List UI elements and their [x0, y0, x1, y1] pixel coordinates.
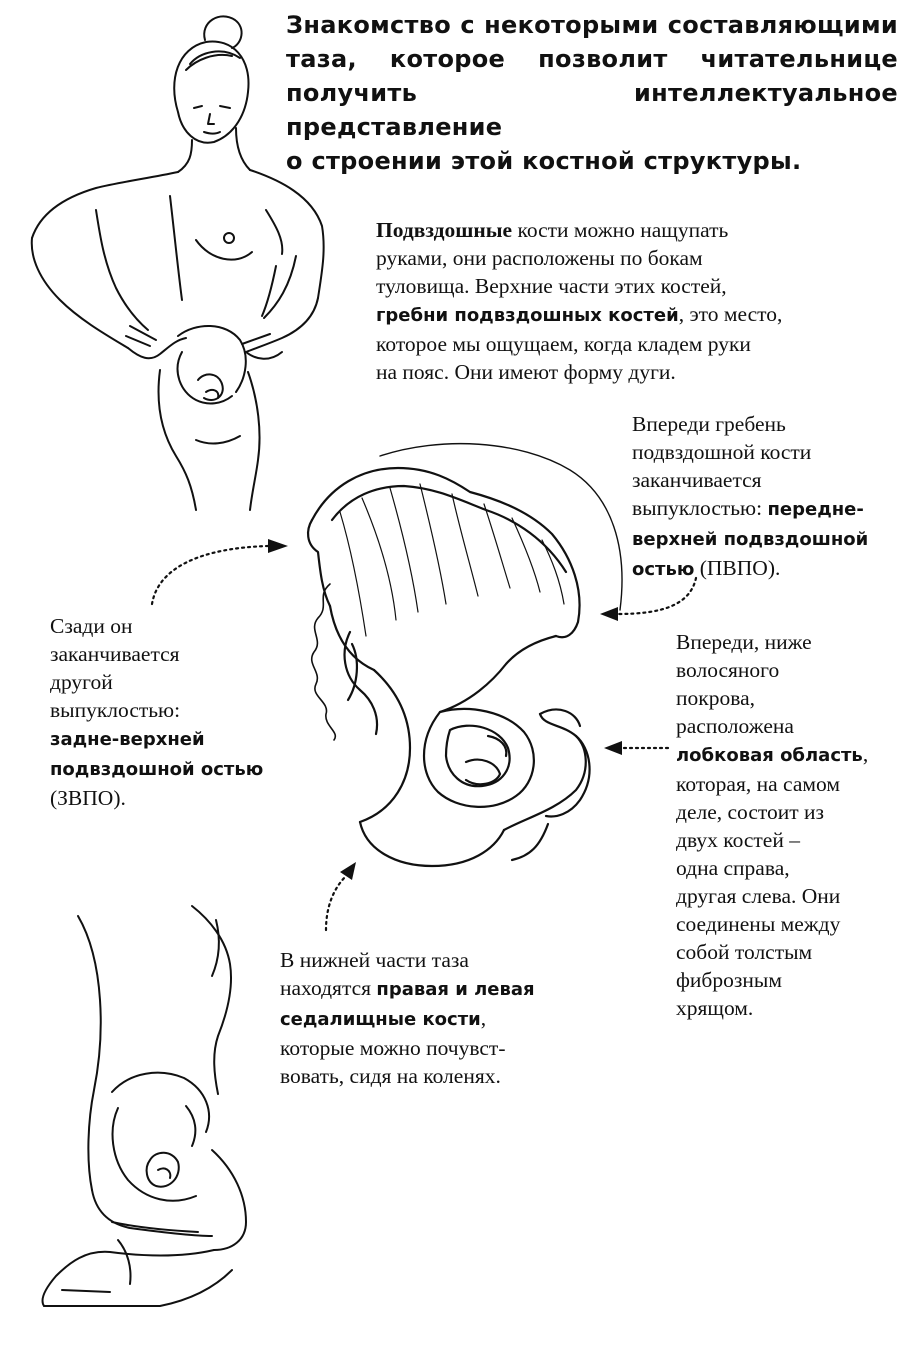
psis-abbr: (ЗВПО). — [50, 786, 126, 810]
pubic-line-6: которая, на самом — [676, 772, 840, 796]
ischial-line-1: В нижней части таза — [280, 948, 469, 972]
front-crest-line-2: подвздошной кости — [632, 440, 812, 464]
back-line-2: заканчивается — [50, 642, 180, 666]
arrow-head-asis — [600, 607, 618, 621]
asis-bold-2: верхней подвздошной — [632, 529, 869, 550]
arrow-to-psis — [152, 546, 268, 604]
iliac-line-6: на пояс. Они имеют форму дуги. — [376, 360, 676, 384]
iliac-line-5: которое мы ощущаем, когда кладем руки — [376, 332, 751, 356]
pubic-comma: , — [862, 742, 869, 766]
pubic-bold: лобковая область — [676, 745, 863, 766]
pubic-line-7: деле, состоит из — [676, 800, 825, 824]
psis-bold-1: задне-верхней — [50, 729, 205, 750]
ischial-line-5: вовать, сидя на коленях. — [280, 1064, 501, 1088]
ischial-bold-2: седалищные кости — [280, 1009, 481, 1030]
arrow-head-pubis — [604, 741, 622, 755]
asis-bold-1: передне- — [767, 499, 864, 520]
pubic-area-paragraph — [676, 628, 894, 1022]
front-crest-line-1: Впереди гребень — [632, 412, 786, 436]
front-crest-line-3: заканчивается — [632, 468, 762, 492]
ischial-line-2: находятся — [280, 976, 377, 1000]
arrow-head-ischium — [340, 862, 356, 880]
iliac-line-2: руками, они расположены по бокам — [376, 246, 703, 270]
asis-bold-3: остью — [632, 559, 695, 580]
front-crest-paragraph — [632, 410, 894, 584]
iliac-line-1: кости можно нащупать — [512, 218, 729, 242]
iliac-bones-paragraph — [376, 216, 864, 386]
pubic-line-8: двух костей – — [676, 828, 800, 852]
pubic-line-9: одна справа, — [676, 856, 790, 880]
title-line-1: Знакомство с некоторыми составляющими — [286, 11, 898, 39]
iliac-bold: Подвздошные — [376, 218, 513, 242]
back-spine-paragraph — [50, 612, 280, 812]
pubic-line-14: хрящом. — [676, 996, 754, 1020]
hip-bone-illustration — [308, 444, 622, 866]
pubic-line-10: другая слева. Они — [676, 884, 841, 908]
page-title — [286, 8, 898, 178]
psis-bold-2: подвздошной остью — [50, 759, 264, 780]
ischial-comma: , — [480, 1006, 487, 1030]
ischial-line-4: которые можно почувст- — [280, 1036, 506, 1060]
front-crest-line-4: выпуклостью: — [632, 496, 768, 520]
ischial-bold-1: правая и левая — [376, 979, 535, 1000]
pubic-line-3: покрова, — [676, 686, 755, 710]
kneeling-woman-illustration — [43, 906, 247, 1306]
back-line-1: Сзади он — [50, 614, 133, 638]
asis-abbr: (ПВПО). — [694, 556, 781, 580]
title-line-4: о строении этой костной структуры. — [286, 147, 802, 175]
iliac-crest-bold: гребни подвздошных костей — [376, 305, 679, 326]
title-line-2: таза, которое позволит читательнице — [286, 45, 898, 73]
pubic-line-12: собой толстым — [676, 940, 813, 964]
standing-woman-illustration — [32, 16, 324, 510]
back-line-4: выпуклостью: — [50, 698, 181, 722]
title-line-3: получить интеллектуальное представление — [286, 79, 898, 141]
pubic-line-13: фиброзным — [676, 968, 782, 992]
pubic-line-2: волосяного — [676, 658, 780, 682]
pubic-line-11: соединены между — [676, 912, 841, 936]
iliac-line-3: туловища. Верхние части этих костей, — [376, 274, 727, 298]
pubic-line-1: Впереди, ниже — [676, 630, 812, 654]
arrow-head-psis — [268, 539, 288, 553]
pubic-line-4: расположена — [676, 714, 794, 738]
back-line-3: другой — [50, 670, 113, 694]
iliac-line-4: , это место, — [678, 302, 783, 326]
ischial-bones-paragraph — [280, 946, 600, 1090]
arrow-to-ischium — [326, 876, 346, 930]
